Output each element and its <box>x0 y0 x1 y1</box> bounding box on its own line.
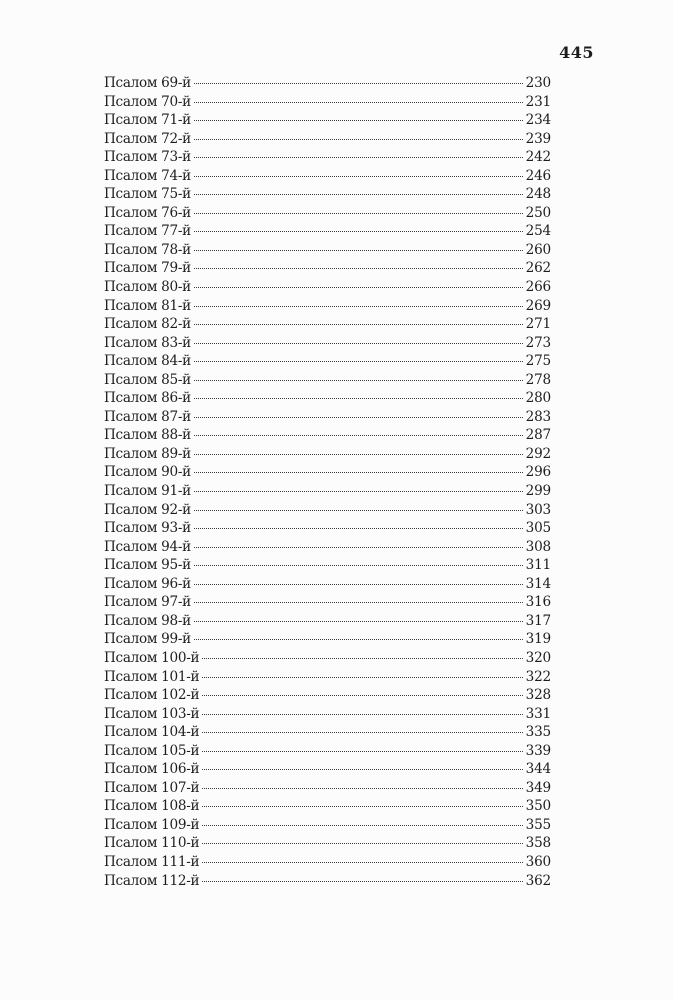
toc-entry-title: Псалом 85-й <box>104 371 191 388</box>
toc-entry-title: Псалом 78-й <box>104 241 191 258</box>
toc-entry-title: Псалом 79-й <box>104 260 191 277</box>
toc-entry <box>104 519 551 538</box>
toc-entry-title: Псалом 91-й <box>104 483 191 500</box>
toc-entry-title: Псалом 106-й <box>104 761 200 778</box>
toc-entry <box>104 278 551 297</box>
toc-entry-page: 360 <box>525 853 551 870</box>
toc-entry <box>104 408 551 427</box>
toc-entry-page: 311 <box>525 557 551 574</box>
toc-entry <box>104 816 551 835</box>
dot-leader <box>194 305 523 307</box>
toc-entry-title: Псалом 109-й <box>104 816 200 833</box>
toc-entry-title: Псалом 87-й <box>104 408 191 425</box>
toc-entry-page: 292 <box>525 445 551 462</box>
toc-entry <box>104 148 551 167</box>
toc-entry-page: 283 <box>525 408 551 425</box>
dot-leader <box>194 471 523 473</box>
toc-entry-title: Псалом 72-й <box>104 130 191 147</box>
toc-entry-title: Псалом 103-й <box>104 705 200 722</box>
toc-entry-page: 280 <box>525 390 551 407</box>
dot-leader <box>194 638 523 640</box>
toc-entry-page: 350 <box>525 798 551 815</box>
dot-leader <box>194 434 523 436</box>
toc-entry-title: Псалом 69-й <box>104 75 191 91</box>
toc-entry-page: 234 <box>525 112 551 129</box>
toc-entry-title: Псалом 88-й <box>104 427 191 444</box>
dot-leader <box>194 509 523 511</box>
toc-entry-title: Псалом 92-й <box>104 501 191 518</box>
toc-entry-page: 254 <box>525 223 551 240</box>
toc-entry <box>104 575 551 594</box>
toc-entry-page: 273 <box>525 334 551 351</box>
toc-entry-page: 308 <box>525 538 551 555</box>
toc-entry <box>104 872 551 891</box>
toc-entry <box>104 426 551 445</box>
dot-leader <box>202 880 522 882</box>
toc-entry-title: Псалом 90-й <box>104 464 191 481</box>
dot-leader <box>194 342 523 344</box>
toc-entry <box>104 167 551 186</box>
toc-entry <box>104 315 551 334</box>
toc-entry <box>104 779 551 798</box>
toc-entry <box>104 74 551 93</box>
dot-leader <box>194 453 523 455</box>
dot-leader <box>194 379 523 381</box>
toc-entry <box>104 352 551 371</box>
toc-entry-title: Псалом 74-й <box>104 167 191 184</box>
toc-entry <box>104 463 551 482</box>
toc-entry-title: Псалом 93-й <box>104 520 191 537</box>
toc-entry-page: 260 <box>525 241 551 258</box>
table-of-contents <box>104 74 551 890</box>
toc-entry-title: Псалом 71-й <box>104 112 191 129</box>
toc-entry <box>104 389 551 408</box>
toc-entry-title: Псалом 104-й <box>104 724 200 741</box>
toc-entry-title: Псалом 73-й <box>104 149 191 166</box>
toc-entry-page: 250 <box>525 204 551 221</box>
toc-entry <box>104 93 551 112</box>
dot-leader <box>194 82 523 84</box>
toc-entry-title: Псалом 111-й <box>104 853 200 870</box>
toc-entry-page: 328 <box>525 687 551 704</box>
toc-entry <box>104 130 551 149</box>
toc-entry-title: Псалом 101-й <box>104 668 200 685</box>
toc-entry-title: Псалом 76-й <box>104 204 191 221</box>
toc-entry <box>104 185 551 204</box>
dot-leader <box>194 267 523 269</box>
dot-leader <box>194 546 523 548</box>
toc-entry <box>104 853 551 872</box>
toc-entry <box>104 501 551 520</box>
dot-leader <box>202 787 522 789</box>
toc-entry-title: Псалом 89-й <box>104 445 191 462</box>
dot-leader <box>194 360 523 362</box>
toc-entry <box>104 612 551 631</box>
dot-leader <box>194 119 523 121</box>
dot-leader <box>194 286 523 288</box>
dot-leader <box>202 676 522 678</box>
toc-entry <box>104 760 551 779</box>
toc-entry-page: 248 <box>525 186 551 203</box>
toc-entry-title: Псалом 105-й <box>104 742 200 759</box>
toc-entry-title: Псалом 80-й <box>104 279 191 296</box>
toc-entry-page: 344 <box>525 761 551 778</box>
toc-entry-title: Псалом 84-й <box>104 353 191 370</box>
toc-entry <box>104 834 551 853</box>
toc-entry-page: 314 <box>525 575 551 592</box>
toc-entry <box>104 445 551 464</box>
dot-leader <box>202 657 522 659</box>
dot-leader <box>202 842 522 844</box>
toc-entry-page: 339 <box>525 742 551 759</box>
toc-entry <box>104 204 551 223</box>
dot-leader <box>194 490 523 492</box>
toc-entry-page: 296 <box>525 464 551 481</box>
dot-leader <box>194 101 523 103</box>
toc-entry <box>104 686 551 705</box>
dot-leader <box>202 805 522 807</box>
dot-leader <box>194 564 523 566</box>
toc-entry-title: Псалом 86-й <box>104 390 191 407</box>
dot-leader <box>194 416 523 418</box>
toc-entry-page: 355 <box>525 816 551 833</box>
dot-leader <box>202 731 522 733</box>
toc-entry-page: 358 <box>525 835 551 852</box>
dot-leader <box>202 824 522 826</box>
toc-entry-page: 246 <box>525 167 551 184</box>
dot-leader <box>194 397 523 399</box>
toc-entry-page: 320 <box>525 649 551 666</box>
toc-entry <box>104 222 551 241</box>
toc-entry-page: 269 <box>525 297 551 314</box>
toc-entry <box>104 482 551 501</box>
toc-entry-page: 331 <box>525 705 551 722</box>
toc-entry-page: 362 <box>525 872 551 889</box>
toc-entry-title: Псалом 100-й <box>104 649 200 666</box>
toc-entry <box>104 668 551 687</box>
page-number: 445 <box>559 43 594 62</box>
toc-entry-page: 349 <box>525 779 551 796</box>
toc-entry-title: Псалом 82-й <box>104 316 191 333</box>
toc-entry-page: 335 <box>525 724 551 741</box>
dot-leader <box>202 750 522 752</box>
toc-entry-title: Псалом 70-й <box>104 93 191 110</box>
dot-leader <box>194 138 523 140</box>
toc-entry <box>104 556 551 575</box>
toc-entry-page: 317 <box>525 612 551 629</box>
toc-entry-page: 262 <box>525 260 551 277</box>
toc-entry-page: 242 <box>525 149 551 166</box>
toc-entry-title: Псалом 94-й <box>104 538 191 555</box>
toc-entry-page: 299 <box>525 483 551 500</box>
toc-entry-title: Псалом 112-й <box>104 872 200 889</box>
toc-entry-title: Псалом 97-й <box>104 594 191 611</box>
dot-leader <box>202 768 522 770</box>
toc-entry-title: Псалом 107-й <box>104 779 200 796</box>
toc-entry-title: Псалом 81-й <box>104 297 191 314</box>
dot-leader <box>202 861 522 863</box>
toc-entry-title: Псалом 96-й <box>104 575 191 592</box>
toc-entry-title: Псалом 77-й <box>104 223 191 240</box>
toc-entry <box>104 297 551 316</box>
toc-entry <box>104 705 551 724</box>
toc-entry-page: 319 <box>525 631 551 648</box>
toc-entry-page: 231 <box>525 93 551 110</box>
dot-leader <box>194 230 523 232</box>
toc-entry <box>104 742 551 761</box>
toc-entry-page: 271 <box>525 316 551 333</box>
dot-leader <box>194 601 523 603</box>
dot-leader <box>194 527 523 529</box>
toc-entry <box>104 538 551 557</box>
toc-entry <box>104 797 551 816</box>
dot-leader <box>202 713 522 715</box>
toc-entry <box>104 593 551 612</box>
toc-entry <box>104 649 551 668</box>
toc-entry-page: 287 <box>525 427 551 444</box>
toc-entry <box>104 723 551 742</box>
toc-entry-page: 266 <box>525 279 551 296</box>
dot-leader <box>194 212 523 214</box>
toc-entry-title: Псалом 102-й <box>104 687 200 704</box>
toc-entry-page: 239 <box>525 130 551 147</box>
toc-entry-title: Псалом 110-й <box>104 835 200 852</box>
toc-entry-page: 278 <box>525 371 551 388</box>
toc-entry <box>104 630 551 649</box>
dot-leader <box>202 694 522 696</box>
dot-leader <box>194 323 523 325</box>
toc-entry-title: Псалом 95-й <box>104 557 191 574</box>
toc-entry-page: 275 <box>525 353 551 370</box>
toc-entry-page: 322 <box>525 668 551 685</box>
dot-leader <box>194 193 523 195</box>
toc-entry-page: 230 <box>525 75 551 91</box>
toc-entry <box>104 334 551 353</box>
dot-leader <box>194 156 523 158</box>
toc-entry <box>104 371 551 390</box>
toc-entry-title: Псалом 75-й <box>104 186 191 203</box>
dot-leader <box>194 175 523 177</box>
toc-entry-page: 316 <box>525 594 551 611</box>
toc-entry-title: Псалом 83-й <box>104 334 191 351</box>
dot-leader <box>194 249 523 251</box>
toc-entry-page: 303 <box>525 501 551 518</box>
toc-entry-title: Псалом 99-й <box>104 631 191 648</box>
toc-entry <box>104 259 551 278</box>
dot-leader <box>194 620 523 622</box>
toc-entry-page: 305 <box>525 520 551 537</box>
toc-entry <box>104 111 551 130</box>
toc-entry <box>104 241 551 260</box>
toc-entry-title: Псалом 98-й <box>104 612 191 629</box>
toc-entry-title: Псалом 108-й <box>104 798 200 815</box>
dot-leader <box>194 583 523 585</box>
